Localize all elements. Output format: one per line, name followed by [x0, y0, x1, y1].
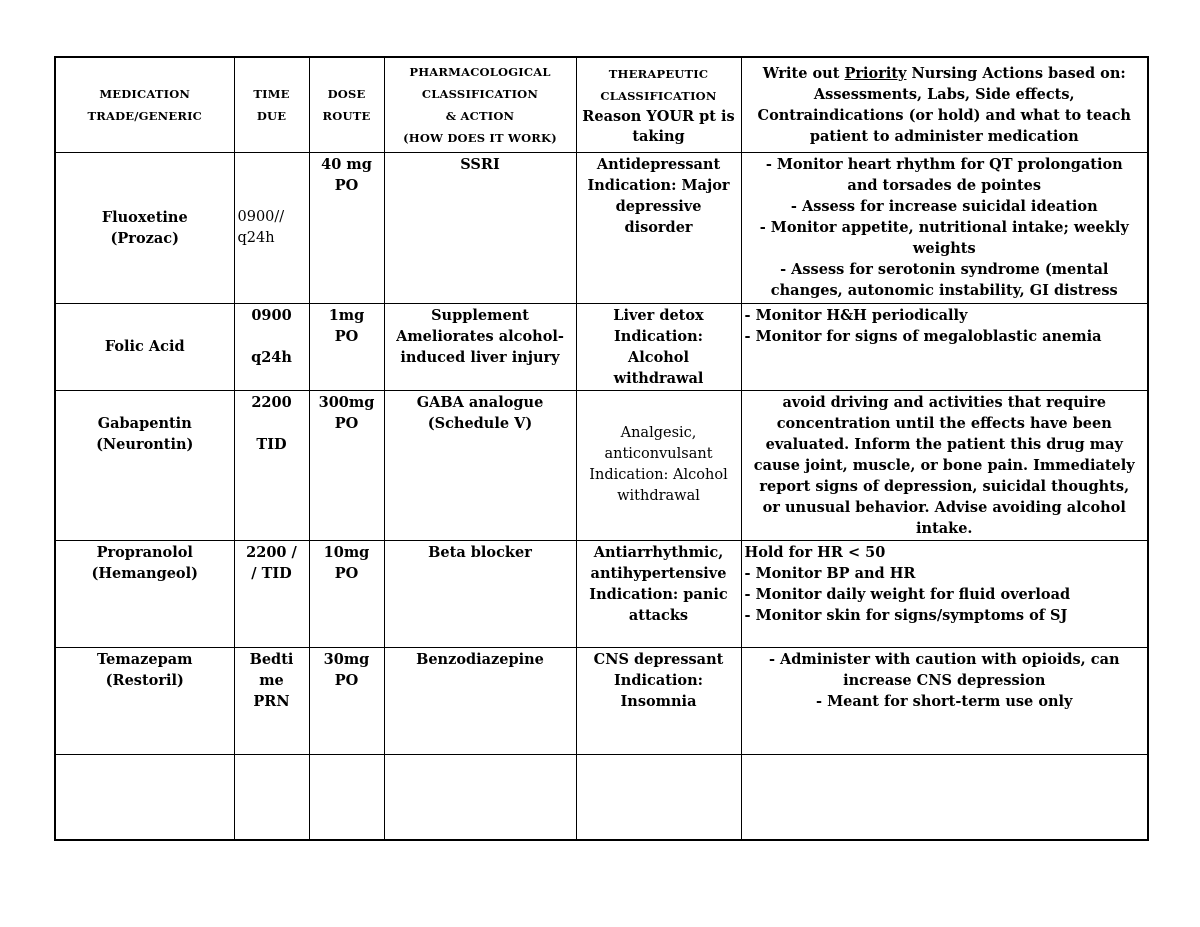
- cell-nursing-actions: - Administer with caution with opioids, can increase CNS depression - Meant for short-term use only: [741, 647, 1148, 754]
- cell-therapeutic: Analgesic, anticonvulsant Indication: Alcohol withdrawal: [576, 390, 741, 540]
- cell-medication: Propranolol (Hemangeol): [55, 540, 234, 647]
- cell-dose: 30mg PO: [309, 647, 384, 754]
- cell-time: 0900 q24h: [234, 303, 309, 390]
- cell-therapeutic: Liver detox Indication: Alcohol withdrawal: [576, 303, 741, 390]
- table-row: [55, 152, 1148, 303]
- cell-medication: Gabapentin (Neurontin): [55, 390, 234, 540]
- cell-therapeutic: CNS depressant Indication: Insomnia: [576, 647, 741, 754]
- priority-underlined: Priority: [844, 64, 907, 82]
- cell-nursing-actions: avoid driving and activities that require concentration until the effects have been evaluated. Inform the patient this drug may cause joint, muscle, or bone pain. Immediately report signs of depression, suicidal thoughts, or unusual behavior. Advise avoiding alcohol intake.: [741, 390, 1148, 540]
- cell-dose: 10mg PO: [309, 540, 384, 647]
- cell-pharmacological: Supplement Ameliorates alcohol- induced liver injury: [384, 303, 576, 390]
- cell-empty: [55, 754, 234, 840]
- cell-empty: [384, 754, 576, 840]
- cell-pharmacological: SSRI: [384, 152, 576, 303]
- cell-dose: 40 mg PO: [309, 152, 384, 303]
- cell-time: 2200 TID: [234, 390, 309, 540]
- cell-therapeutic: Antiarrhythmic, antihypertensive Indication: panic attacks: [576, 540, 741, 647]
- cell-time: Bedti me PRN: [234, 647, 309, 754]
- cell-pharmacological: GABA analogue (Schedule V): [384, 390, 576, 540]
- header-pharmacological: PHARMACOLOGICAL CLASSIFICATION & ACTION (HOW DOES IT WORK): [384, 57, 576, 152]
- table-row: [55, 390, 1148, 540]
- cell-pharmacological: Beta blocker: [384, 540, 576, 647]
- cell-empty: [234, 754, 309, 840]
- table-row: [55, 303, 1148, 390]
- header-medication: MEDICATION TRADE/GENERIC: [55, 57, 234, 152]
- cell-empty: [741, 754, 1148, 840]
- table-row-empty: [55, 754, 1148, 840]
- cell-medication: Fluoxetine (Prozac): [55, 152, 234, 303]
- cell-nursing-actions: - Monitor H&H periodically - Monitor for signs of megaloblastic anemia: [741, 303, 1148, 390]
- cell-time: 2200 / / TID: [234, 540, 309, 647]
- medication-table: [54, 56, 1149, 841]
- header-dose: DOSE ROUTE: [309, 57, 384, 152]
- cell-therapeutic: Antidepressant Indication: Major depressive disorder: [576, 152, 741, 303]
- cell-dose: 1mg PO: [309, 303, 384, 390]
- cell-medication: Temazepam (Restoril): [55, 647, 234, 754]
- cell-dose: 300mg PO: [309, 390, 384, 540]
- cell-empty: [576, 754, 741, 840]
- cell-pharmacological: Benzodiazepine: [384, 647, 576, 754]
- header-row: [55, 57, 1148, 152]
- header-nursing-actions: Write out Priority Nursing Actions based on: Assessments, Labs, Side effects, Contraindications (or hold) and what to teach patient to administer medication: [741, 57, 1148, 152]
- table-row: [55, 540, 1148, 647]
- cell-nursing-actions: Hold for HR < 50 - Monitor BP and HR - Monitor daily weight for fluid overload - Monitor skin for signs/symptoms of SJ: [741, 540, 1148, 647]
- header-time: TIME DUE: [234, 57, 309, 152]
- header-therapeutic: THERAPEUTIC CLASSIFICATION Reason YOUR pt is taking: [576, 57, 741, 152]
- cell-nursing-actions: - Monitor heart rhythm for QT prolongation and torsades de pointes - Assess for increase suicidal ideation - Monitor appetite, nutritional intake; weekly weights - Assess for serotonin syndrome (mental changes, autonomic instability, GI distress: [741, 152, 1148, 303]
- cell-empty: [309, 754, 384, 840]
- cell-medication: Folic Acid: [55, 303, 234, 390]
- cell-time: 0900// q24h: [234, 152, 309, 303]
- table-row: [55, 647, 1148, 754]
